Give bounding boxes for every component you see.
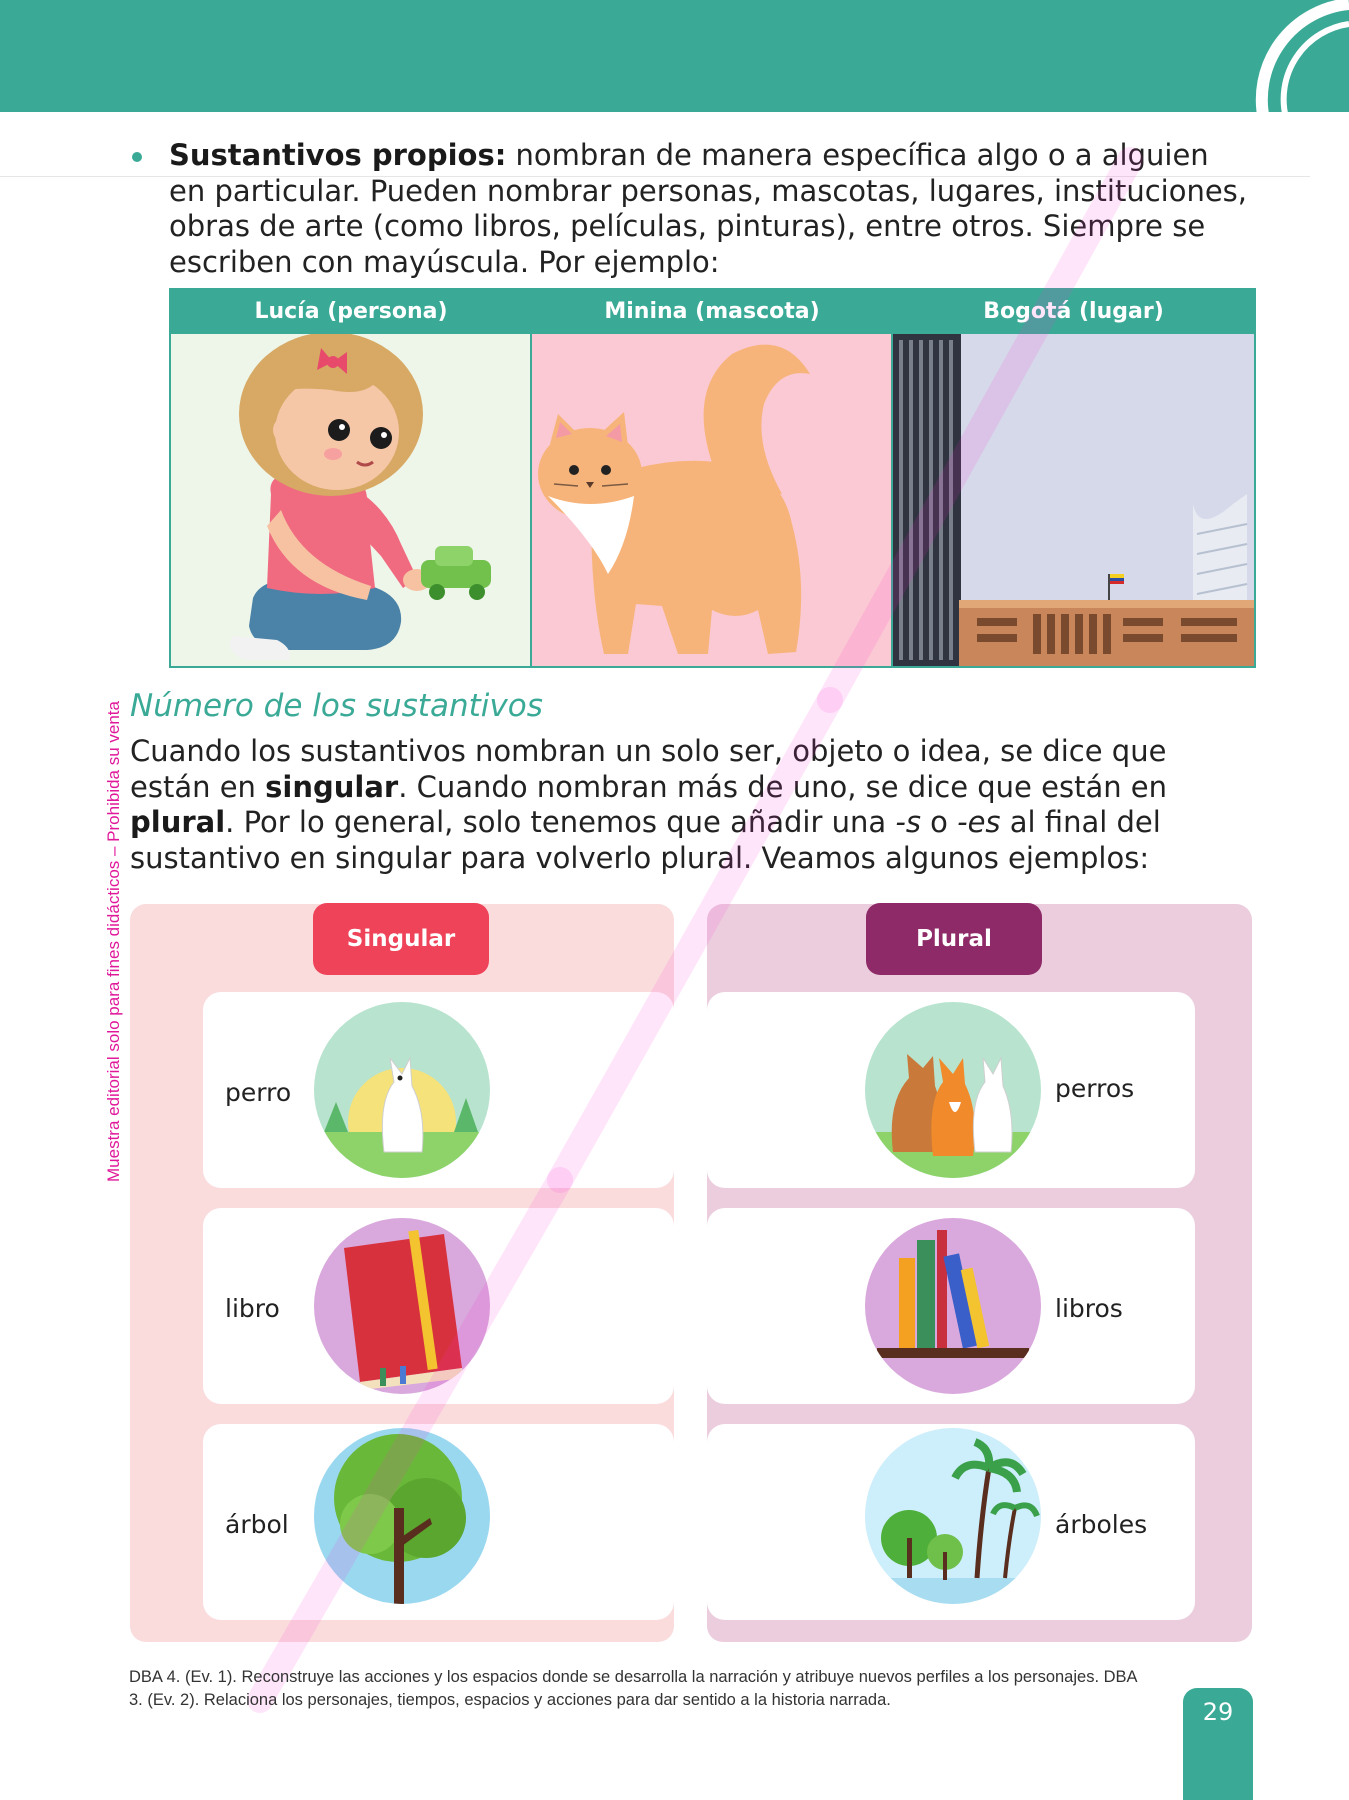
example-header: Lucía (persona) xyxy=(171,290,531,334)
word-libro: libro xyxy=(225,1294,280,1323)
girl-illustration xyxy=(171,334,531,666)
singular-title: Singular xyxy=(313,903,489,975)
bullet-icon xyxy=(132,152,142,162)
example-column-pet xyxy=(532,290,892,666)
plural-card-libros xyxy=(707,1208,1195,1404)
plural-title: Plural xyxy=(866,903,1042,975)
corner-arcs-decoration xyxy=(1240,0,1349,140)
intro-term: Sustantivos propios: xyxy=(169,138,507,172)
word-perro: perro xyxy=(225,1078,292,1107)
example-column-person xyxy=(171,290,531,666)
body-paragraph: Cuando los sustantivos nombran un solo ser, objeto o idea, se dice que están en singular. Cuando nombran más de uno, se dice que están en plural. Por lo general, solo tenemos que añadir una -s o -es al final del sustantivo en singular para volverlo plural. Veamos algunos ejemplos: xyxy=(130,734,1168,875)
bogota-illustration xyxy=(893,334,1254,666)
book-icon xyxy=(314,1218,490,1394)
word-libros: libros xyxy=(1055,1294,1123,1323)
cat-illustration xyxy=(532,334,892,666)
singular-panel xyxy=(130,904,674,1642)
plural-card-perros xyxy=(707,992,1195,1188)
word-arboles: árboles xyxy=(1055,1510,1148,1539)
page-number: 29 xyxy=(1183,1688,1253,1800)
dogs-icon xyxy=(865,1002,1041,1178)
trees-icon xyxy=(865,1428,1041,1604)
example-header: Bogotá (lugar) xyxy=(893,290,1254,334)
singular-card-arbol xyxy=(203,1424,674,1620)
singular-card-libro xyxy=(203,1208,674,1404)
term-plural: plural xyxy=(130,805,226,839)
tree-icon xyxy=(314,1428,490,1604)
intro-paragraph xyxy=(169,138,1249,280)
example-column-place xyxy=(893,290,1254,666)
term-singular: singular xyxy=(265,769,399,804)
singular-card-perro xyxy=(203,992,674,1188)
plural-panel xyxy=(707,904,1252,1642)
section-title: Número de los sustantivos xyxy=(130,688,543,724)
footer-note: DBA 4. (Ev. 1). Reconstruye las acciones y los espacios donde se desarrolla la narración y atribuye nuevos perfiles a los personajes. DBA 3. (Ev. 2). Relaciona los personajes, tiempos, espacios y acciones para dar sentido a la historia narrada. xyxy=(129,1668,1137,1709)
word-arbol: árbol xyxy=(225,1510,289,1539)
dog-icon xyxy=(314,1002,490,1178)
word-perros: perros xyxy=(1055,1074,1135,1103)
books-icon xyxy=(865,1218,1041,1394)
examples-table xyxy=(169,288,1256,668)
header-band xyxy=(0,0,1349,112)
intro-text: nombran de manera específica algo o a alguien en particular. Pueden nombrar personas, mascotas, lugares, instituciones, obras de arte (como libros, películas, pinturas), entre otros. Siempre se escriben con mayúscula. Por ejemplo: xyxy=(169,138,1248,279)
plural-card-arboles xyxy=(707,1424,1195,1620)
example-header: Minina (mascota) xyxy=(532,290,892,334)
